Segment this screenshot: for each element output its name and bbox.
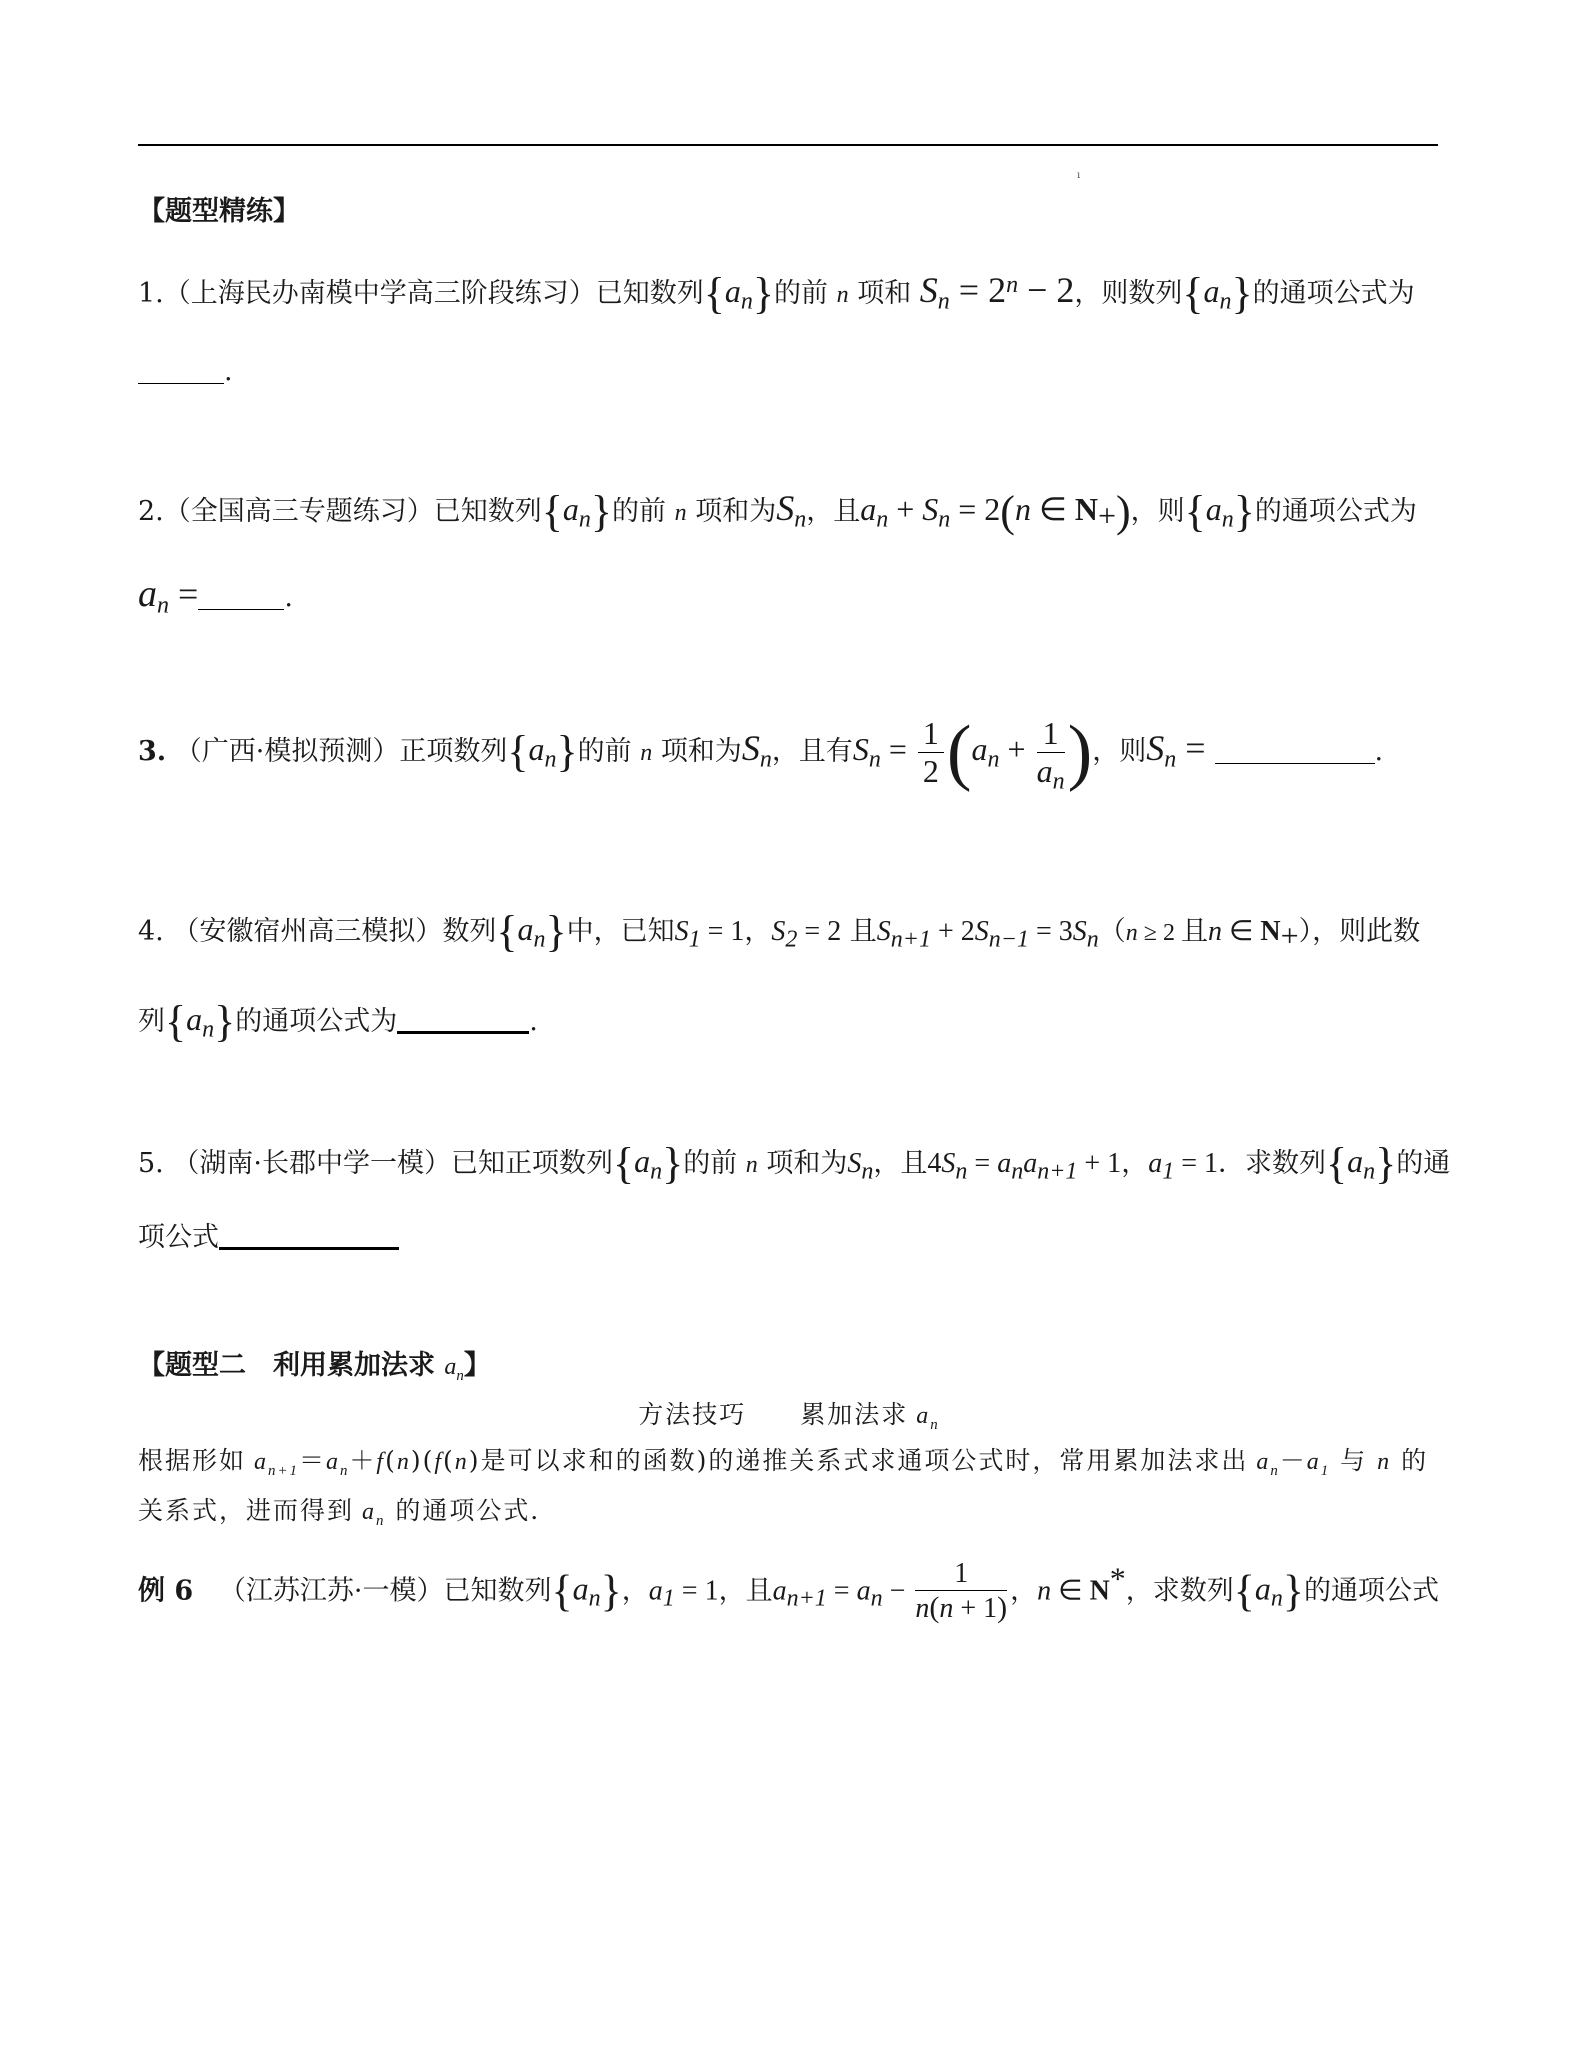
section-title: 【题型精练】: [138, 196, 300, 227]
scan-mark: ı: [1077, 170, 1081, 181]
method-text-line-1: 根据形如 $a_{n+1}=a_n+f(n)(f(n)$是可以求和的函数)的递推关系式求通项公式时，常用累加法求出 $a_n-a_1$ 与 n 的: [138, 1446, 1429, 1479]
question-2: 2.（全国高三专题练习）已知数列$\{a_n\}$的前 n 项和为$S_n$，且$a_n + S_n = 2(n$ ∈ $N_+$)，则$\{a_n\}$的通项公式为: [138, 487, 1417, 536]
method-text-line-2: 关系式，进而得到 $a_n$ 的通项公式．: [138, 1496, 558, 1529]
method-title: 方法技巧 累加法求 $a_n$: [638, 1400, 940, 1433]
question-5-cont: 项公式: [138, 1222, 399, 1254]
question-3: 3. （广西·模拟预测）正项数列$\{a_n\}$的前 n 项和为$S_n$，且有$S_n$ = $\frac{1}{2}$ ($a_n$ + $\frac{1}{a_n}$ )，则$S_n$ = .: [138, 711, 1384, 795]
question-4-cont: 列$\{a_n\}$的通项公式为 .: [138, 997, 538, 1046]
answer-2: $a_n$ = .: [138, 573, 293, 619]
header-rule: [138, 144, 1438, 146]
example-6: 例 6 （江苏江苏·一模）已知数列$\{a_n\}$，$a_1 = 1$，且$a_{n+1} = a_n$ − $\frac{1}{n(n + 1)}$ ，n ∈ N*，求数列$\{a_n\}$的通项公式: [138, 1558, 1440, 1625]
question-4: 4. （安徽宿州高三模拟）数列$\{a_n\}$中，已知$S_1 = 1$，$S_2 = 2$ 且$S_{n+1} + 2S_{n-1} = 3S_n(n \ge 2$ 且n ∈ $N_+$），则此数: [138, 907, 1421, 956]
answer-1: .: [138, 356, 233, 388]
section-2-title: 【题型二 利用累加法求 $a_n$】: [138, 1350, 491, 1384]
question-1: 1.（上海民办南模中学高三阶段练习）已知数列$\{a_n\}$的前 n 项和 $S_n = 2^n - 2$，则数列$\{a_n\}$的通项公式为: [138, 269, 1415, 318]
question-5: 5. （湖南·长郡中学一模）已知正项数列$\{a_n\}$的前 n 项和为$S_n$，且$4S_n = a_na_{n+1} + 1$，$a_1 = 1$．求数列$\{a_n\}$的通: [138, 1139, 1451, 1188]
